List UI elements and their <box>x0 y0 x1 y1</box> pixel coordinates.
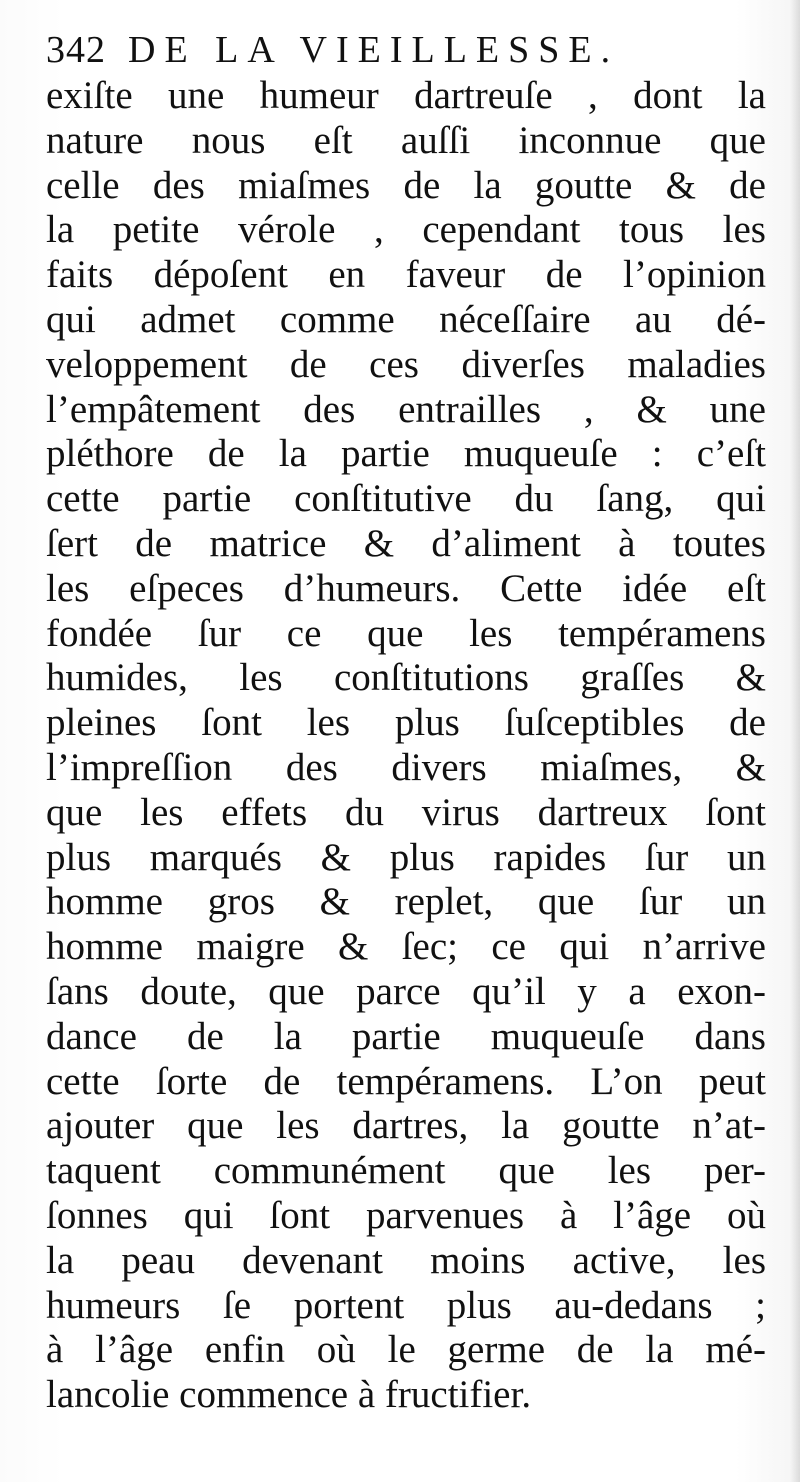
text-line: nature nous eſt auſſi inconnue que <box>46 118 766 162</box>
text-line: dance de la partie muqueuſe dans <box>46 1014 766 1058</box>
text-line: humeurs ſe portent plus au-dedans ; <box>46 1283 766 1327</box>
text-line: ſonnes qui ſont parvenues à l’âge où <box>46 1193 766 1237</box>
text-line: humides, les conſtitutions graſſes & <box>46 656 766 700</box>
text-line: que les effets du virus dartreux ſont <box>46 790 766 834</box>
page-edge-shadow <box>790 0 800 1482</box>
text-line: plus marqués & plus rapides ſur un <box>46 835 766 879</box>
text-line: pleines ſont les plus ſuſceptibles de <box>46 701 766 745</box>
page-number: 342 <box>46 29 106 71</box>
text-line: ſert de matrice & d’aliment à toutes <box>46 521 766 565</box>
text-line: à l’âge enfin où le germe de la mé- <box>46 1328 766 1372</box>
text-line: ajouter que les dartres, la goutte n’at- <box>46 1104 766 1148</box>
running-head-title: DE LA VIEILLESSE. <box>128 29 620 71</box>
text-line: exiſte une humeur dartreuſe , dont la <box>46 74 766 117</box>
text-line: homme maigre & ſec; ce qui n’arrive <box>46 925 766 969</box>
text-line: cette ſorte de tempéramens. L’on peut <box>46 1059 766 1103</box>
text-line: qui admet comme néceſſaire au dé- <box>46 297 766 341</box>
text-line: la peau devenant moins active, les <box>46 1238 766 1282</box>
text-line: veloppement de ces diverſes maladies <box>46 342 766 386</box>
text-line: celle des miaſmes de la goutte & de <box>46 163 766 207</box>
text-line: la petite vérole , cependant tous les <box>46 208 766 252</box>
body-text <box>46 74 766 1418</box>
text-line: cette partie conſtitutive du ſang, qui <box>46 477 766 521</box>
text-line: ſans doute, que parce qu’il y a exon- <box>46 969 766 1013</box>
text-line: taquent communément que les per- <box>46 1149 766 1193</box>
text-line: lancolie commence à fructifier. <box>46 1373 532 1417</box>
text-line: pléthore de la partie muqueuſe : c’eſt <box>46 432 766 476</box>
text-line: l’empâtement des entrailles , & une <box>46 387 766 431</box>
text-line: les eſpeces d’humeurs. Cette idée eſt <box>46 566 766 610</box>
text-line: l’impreſſion des divers miaſmes, & <box>46 745 766 789</box>
text-line: faits dépoſent en faveur de l’opinion <box>46 253 766 297</box>
text-line: fondée ſur ce que les tempéramens <box>46 611 766 655</box>
text-line: homme gros & replet, que ſur un <box>46 880 766 924</box>
